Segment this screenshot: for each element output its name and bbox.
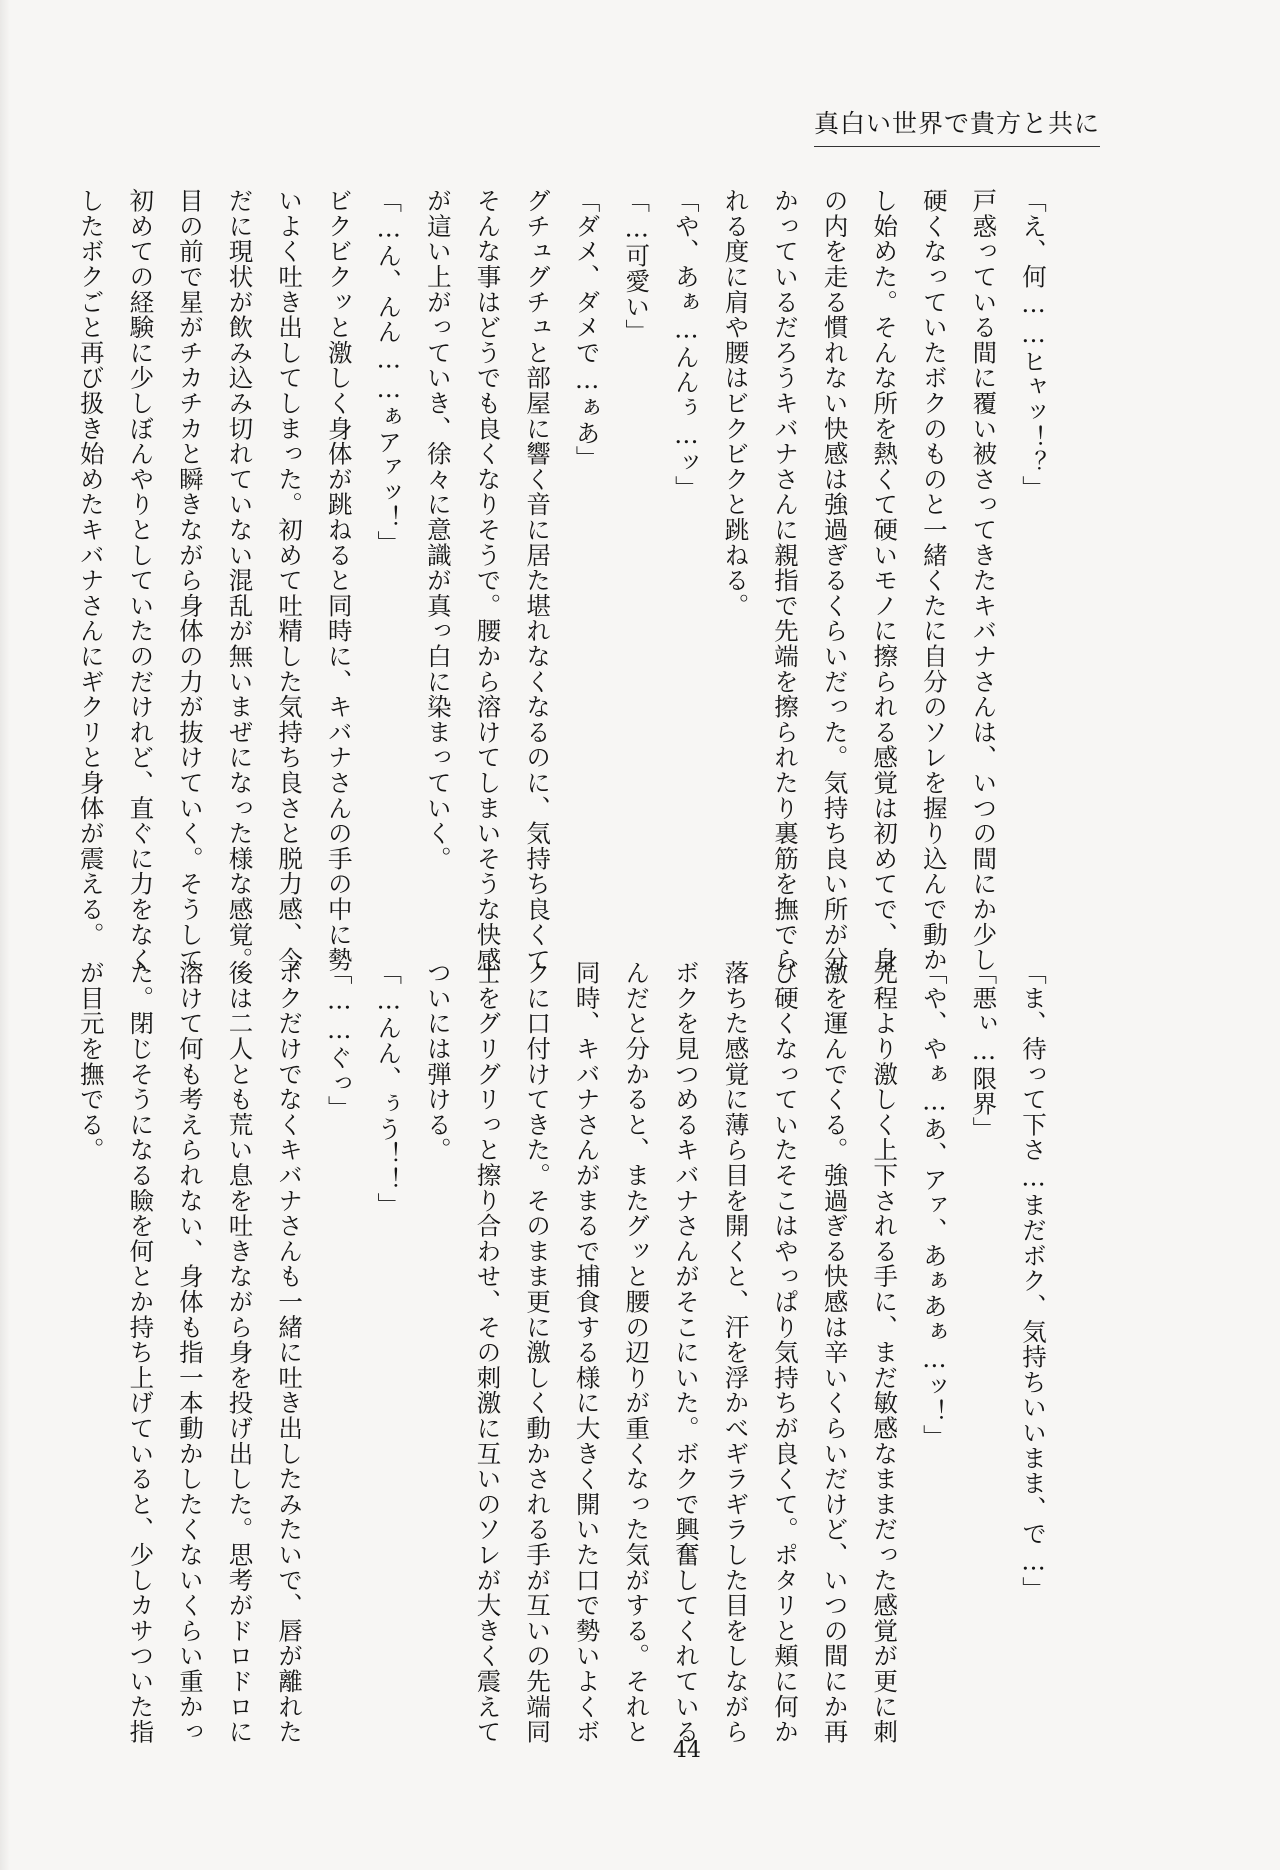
text-line: ボクを見つめるキバナさんがそこにいた。ボクで興奮してくれている	[671, 960, 701, 1745]
text-line: そんな事はどうでも良くなりそうで。腰から溶けてしまいそうな快感	[473, 188, 503, 973]
text-line: 「悪ぃ…限界」	[969, 960, 999, 1142]
text-line: 激を運んでくる。強過ぎる快感は辛いくらいだけど、いつの間にか再	[820, 960, 850, 1745]
text-line: んだと分かると、またグッと腰の辺りが重くなった気がする。それと	[622, 960, 652, 1745]
upper-text-block	[66, 188, 1058, 973]
text-line: ビクビクッと激しく身体が跳ねると同時に、キバナさんの手の中に勢	[324, 188, 354, 973]
page-edge-shadow	[0, 0, 10, 1870]
text-line: 初めての経験に少しぼんやりとしていたのだけれど、直ぐに力をなく	[126, 188, 156, 973]
text-line: 「ダメ、ダメで…ぁあ」	[572, 188, 602, 471]
text-line: 同時、キバナさんがまるで捕食する様に大きく開いた口で勢いよくボ	[572, 960, 602, 1745]
lower-text-block	[66, 960, 1058, 1745]
text-line: ボクだけでなくキバナさんも一緒に吐き出したみたいで、唇が離れた	[275, 960, 305, 1745]
text-line: 「…可愛い」	[622, 188, 652, 345]
text-line: 硬くなっていたボクのものと一緒くたに自分のソレを握り込んで動か	[919, 188, 949, 973]
text-line: 「え、何……ヒャッ！？」	[1019, 188, 1048, 501]
text-line: クに口付けてきた。そのまま更に激しく動かされる手が互いの先端同	[523, 960, 553, 1745]
running-header-title: 真白い世界で貴方と共に	[814, 104, 1100, 147]
text-line: いよく吐き出してしまった。初めて吐精した気持ち良さと脱力感、今	[275, 188, 305, 973]
text-line: し始めた。そんな所を熱くて硬いモノに擦られる感覚は初めてで、身	[870, 188, 900, 973]
text-line: れる度に肩や腰はビクビクと跳ねる。	[721, 188, 751, 619]
text-line: 士をグリグリっと擦り合わせ、その刺激に互いのソレが大きく震えて	[473, 960, 503, 1745]
text-line: したボクごと再び扱き始めたキバナさんにギクリと身体が震える。	[76, 188, 106, 947]
text-line: 溶けて何も考えられない、身体も指一本動かしたくないくらい重かっ	[175, 960, 205, 1745]
text-line: が目元を撫でる。	[76, 960, 106, 1163]
text-line: ついには弾ける。	[423, 960, 453, 1163]
text-line: 後は二人とも荒い息を吐きながら身を投げ出した。思考がドロドロに	[225, 960, 255, 1745]
text-line: た。閉じそうになる瞼を何とか持ち上げていると、少しカサついた指	[126, 960, 156, 1745]
text-line: び硬くなっていたそこはやっぱり気持ちが良くて。ポタリと頬に何か	[771, 960, 801, 1745]
text-line: グチュグチュと部屋に響く音に居た堪れなくなるのに、気持ち良くて	[523, 188, 553, 973]
text-line: 「…んん、ぅう！！」	[374, 960, 404, 1218]
text-line: が這い上がっていき、徐々に意識が真っ白に染まっていく。	[423, 188, 453, 872]
text-line: 戸惑っている間に覆い被さってきたキバナさんは、いつの間にか少し	[969, 188, 999, 973]
text-line: 目の前で星がチカチカと瞬きながら身体の力が抜けていく。そうして	[175, 188, 205, 973]
text-line: かっているだろうキバナさんに親指で先端を擦られたり裏筋を撫でら	[771, 188, 801, 973]
text-line: 「ま、待って下さ…まだボク、気持ちいいまま、で…」	[1019, 960, 1048, 1602]
page-number: 44	[673, 1738, 701, 1763]
text-line: 「や、あぁ…んんぅ…ッ」	[671, 188, 701, 501]
text-line: 落ちた感覚に薄ら目を開くと、汗を浮かべギラギラした目をしながら	[721, 960, 751, 1745]
text-line: 先程より激しく上下される手に、まだ敏感なままだった感覚が更に刺	[870, 960, 900, 1745]
text-line: の内を走る慣れない快感は強過ぎるくらいだった。気持ち良い所が分	[820, 188, 850, 973]
text-line: だに現状が飲み込み切れていない混乱が無いまぜになった様な感覚。	[225, 188, 255, 973]
text-line: 「や、やぁ…あ、アァ、あぁあぁ…ッ！」	[919, 960, 949, 1450]
text-line: 「…ん、んん……ぁアァッ！」	[374, 188, 404, 556]
text-line: 「……ぐっ」	[324, 960, 354, 1121]
